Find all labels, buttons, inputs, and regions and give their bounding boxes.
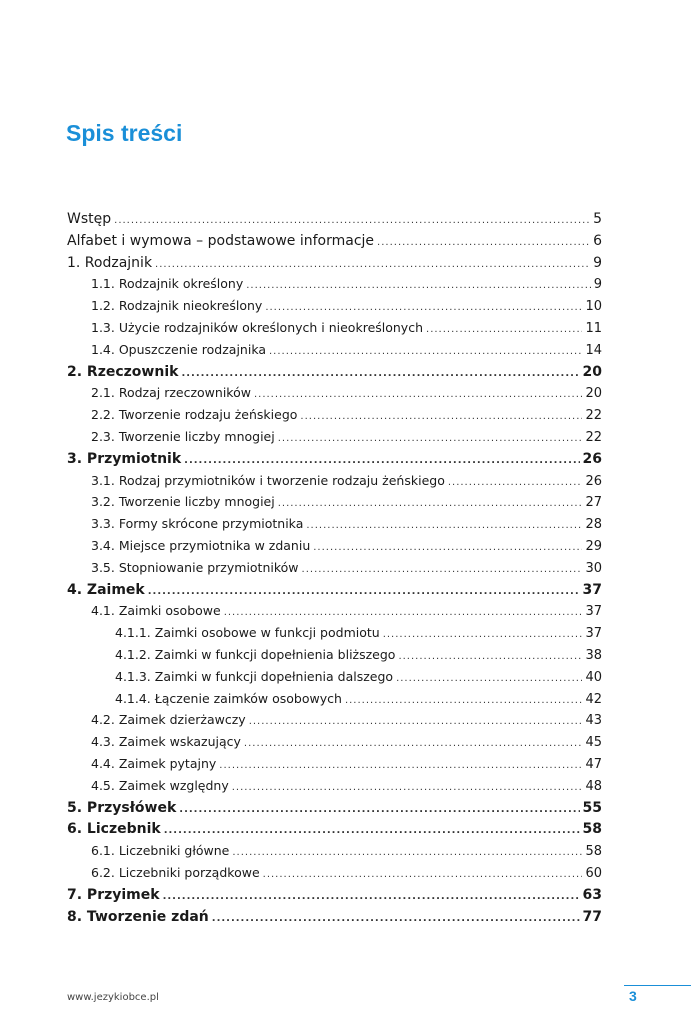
- toc-entry-page: 27: [585, 495, 602, 511]
- toc-entry: [67, 211, 602, 233]
- toc-dot-leader: [219, 760, 582, 771]
- toc-entry: [67, 473, 602, 495]
- page-title: Spis treści: [66, 120, 183, 146]
- toc-entry-label: 2.2. Tworzenie rodzaju żeńskiego: [91, 407, 298, 423]
- toc-dot-leader: [232, 847, 582, 858]
- toc-dot-leader: [448, 477, 583, 488]
- toc-entry-label: Wstęp: [67, 211, 112, 227]
- toc-dot-leader: [244, 738, 583, 749]
- toc-dot-leader: [306, 520, 582, 531]
- toc-entry: [67, 516, 602, 538]
- toc-entry-page: 40: [585, 669, 602, 685]
- toc-dot-leader: [278, 498, 583, 509]
- toc-entry: [67, 364, 602, 386]
- toc-entry-label: 6.2. Liczebniki porządkowe: [91, 864, 260, 880]
- toc-entry: [67, 909, 602, 931]
- toc-entry-page: 26: [585, 473, 602, 489]
- toc-entry-page: 58: [585, 844, 602, 860]
- toc-entry-label: 1.2. Rodzajnik nieokreślony: [91, 298, 263, 314]
- toc-entry: [67, 647, 602, 669]
- toc-entry-page: 22: [585, 408, 602, 424]
- toc-entry-page: 63: [582, 886, 602, 903]
- toc-entry: [67, 734, 602, 756]
- toc-dot-leader: [383, 629, 583, 640]
- toc-entry-page: 26: [582, 450, 602, 467]
- toc-entry-label: 3.4. Miejsce przymiotnika w zdaniu: [91, 537, 311, 553]
- toc-entry: [67, 712, 602, 734]
- toc-entry-page: 6: [593, 232, 602, 249]
- toc-entry-page: 43: [585, 713, 602, 729]
- toc-entry-label: 5. Przysłówek: [67, 799, 177, 816]
- toc-dot-leader: [300, 411, 582, 422]
- toc-entry-label: 4.1.3. Zaimki w funkcji dopełnienia dalszego: [115, 668, 394, 684]
- toc-entry-page: 38: [585, 647, 602, 663]
- toc-entry: [67, 255, 602, 277]
- toc-entry-page: 60: [585, 865, 602, 881]
- toc-entry: [67, 778, 602, 800]
- toc-entry-label: 2.3. Tworzenie liczby mnogiej: [91, 428, 275, 444]
- toc-dot-leader: [155, 259, 590, 270]
- toc-dot-leader: [184, 455, 579, 466]
- toc-entry-label: 1.3. Użycie rodzajników określonych i nieokreślonych: [91, 319, 424, 335]
- toc-dot-leader: [246, 280, 590, 291]
- toc-entry: [67, 887, 602, 909]
- toc-entry: [67, 821, 602, 843]
- toc-entry-label: 1. Rodzajnik: [67, 254, 153, 271]
- toc-dot-leader: [426, 324, 582, 335]
- toc-entry: [67, 233, 602, 255]
- toc-entry: [67, 625, 602, 647]
- toc-dot-leader: [377, 237, 590, 248]
- toc-entry-page: 14: [585, 342, 602, 358]
- toc-dot-leader: [232, 782, 583, 793]
- toc-entry-label: 4.1.1. Zaimki osobowe w funkcji podmiotu: [115, 625, 380, 641]
- toc-entry-label: 4. Zaimek: [67, 581, 145, 598]
- toc-dot-leader: [398, 651, 582, 662]
- toc-dot-leader: [263, 869, 583, 880]
- toc-entry: [67, 669, 602, 691]
- toc-entry-page: 10: [585, 299, 602, 315]
- toc-entry-label: 6. Liczebnik: [67, 821, 161, 838]
- toc-entry: [67, 865, 602, 887]
- toc-dot-leader: [179, 804, 579, 815]
- toc-entry-page: 58: [582, 821, 602, 838]
- toc-dot-leader: [396, 673, 582, 684]
- toc-entry: [67, 276, 602, 298]
- toc-entry-page: 11: [585, 320, 602, 336]
- toc-dot-leader: [212, 913, 580, 924]
- toc-dot-leader: [224, 607, 583, 618]
- footer-url: www.jezykiobce.pl: [67, 992, 159, 1003]
- toc-entry-label: 8. Tworzenie zdań: [67, 908, 209, 925]
- toc-entry: [67, 342, 602, 364]
- toc-dot-leader: [265, 302, 582, 313]
- toc-dot-leader: [302, 564, 583, 575]
- toc-entry: [67, 494, 602, 516]
- toc-entry-label: 4.2. Zaimek dzierżawczy: [91, 712, 246, 728]
- toc-dot-leader: [163, 891, 580, 902]
- toc-entry-page: 20: [585, 386, 602, 402]
- toc-entry: [67, 800, 602, 822]
- toc-entry-label: 4.1.2. Zaimki w funkcji dopełnienia bliższego: [115, 646, 396, 662]
- toc-dot-leader: [313, 542, 582, 553]
- toc-entry: [67, 451, 602, 473]
- toc-entry: [67, 560, 602, 582]
- footer-rule: [624, 985, 691, 986]
- toc-entry-page: 9: [593, 254, 602, 271]
- toc-dot-leader: [249, 716, 583, 727]
- toc-entry-page: 48: [585, 778, 602, 794]
- toc-entry: [67, 320, 602, 342]
- toc-entry: [67, 298, 602, 320]
- toc-entry: [67, 691, 602, 713]
- toc-entry: [67, 603, 602, 625]
- toc-entry: [67, 385, 602, 407]
- table-of-contents: [67, 211, 602, 930]
- toc-entry-page: 47: [585, 756, 602, 772]
- toc-entry-page: 37: [585, 604, 602, 620]
- toc-entry-page: 55: [582, 799, 602, 816]
- toc-entry-label: 2.1. Rodzaj rzeczowników: [91, 385, 251, 401]
- toc-entry-page: 37: [585, 626, 602, 642]
- toc-entry-page: 42: [585, 691, 602, 707]
- toc-entry-label: 3.5. Stopniowanie przymiotników: [91, 559, 299, 575]
- toc-entry-page: 28: [585, 517, 602, 533]
- toc-entry: [67, 582, 602, 604]
- toc-entry-label: 3.1. Rodzaj przymiotników i tworzenie rodzaju żeńskiego: [91, 472, 445, 488]
- toc-entry-page: 77: [582, 908, 602, 925]
- page-number: 3: [629, 988, 637, 1004]
- toc-entry-page: 5: [593, 211, 602, 227]
- toc-entry-page: 9: [593, 277, 602, 293]
- toc-entry-label: 4.5. Zaimek względny: [91, 777, 229, 793]
- toc-entry-label: Alfabet i wymowa – podstawowe informacje: [67, 232, 375, 249]
- toc-dot-leader: [181, 368, 579, 379]
- toc-entry-label: 6.1. Liczebniki główne: [91, 843, 230, 859]
- toc-dot-leader: [269, 346, 582, 357]
- toc-entry: [67, 407, 602, 429]
- toc-entry-label: 3. Przymiotnik: [67, 450, 182, 467]
- toc-entry-page: 22: [585, 429, 602, 445]
- toc-entry-page: 29: [585, 538, 602, 554]
- toc-entry: [67, 429, 602, 451]
- toc-entry-page: 30: [585, 560, 602, 576]
- toc-entry-label: 1.1. Rodzajnik określony: [91, 276, 244, 292]
- toc-dot-leader: [164, 825, 580, 836]
- toc-dot-leader: [278, 433, 583, 444]
- toc-entry-label: 2. Rzeczownik: [67, 363, 179, 380]
- toc-entry-label: 3.3. Formy skrócone przymiotnika: [91, 516, 304, 532]
- toc-entry: [67, 538, 602, 560]
- toc-entry-page: 45: [585, 735, 602, 751]
- toc-entry-label: 7. Przyimek: [67, 886, 160, 903]
- toc-dot-leader: [114, 215, 590, 226]
- toc-entry-label: 4.3. Zaimek wskazujący: [91, 734, 241, 750]
- toc-entry: [67, 843, 602, 865]
- toc-entry-page: 20: [582, 363, 602, 380]
- toc-dot-leader: [345, 695, 583, 706]
- toc-entry: [67, 756, 602, 778]
- toc-entry-label: 4.1.4. Łączenie zaimków osobowych: [115, 690, 342, 706]
- toc-entry-label: 4.1. Zaimki osobowe: [91, 603, 221, 619]
- toc-dot-leader: [254, 389, 582, 400]
- toc-entry-label: 1.4. Opuszczenie rodzajnika: [91, 341, 266, 357]
- toc-entry-label: 3.2. Tworzenie liczby mnogiej: [91, 494, 275, 510]
- toc-entry-page: 37: [582, 581, 602, 598]
- toc-entry-label: 4.4. Zaimek pytajny: [91, 755, 217, 771]
- toc-dot-leader: [148, 586, 580, 597]
